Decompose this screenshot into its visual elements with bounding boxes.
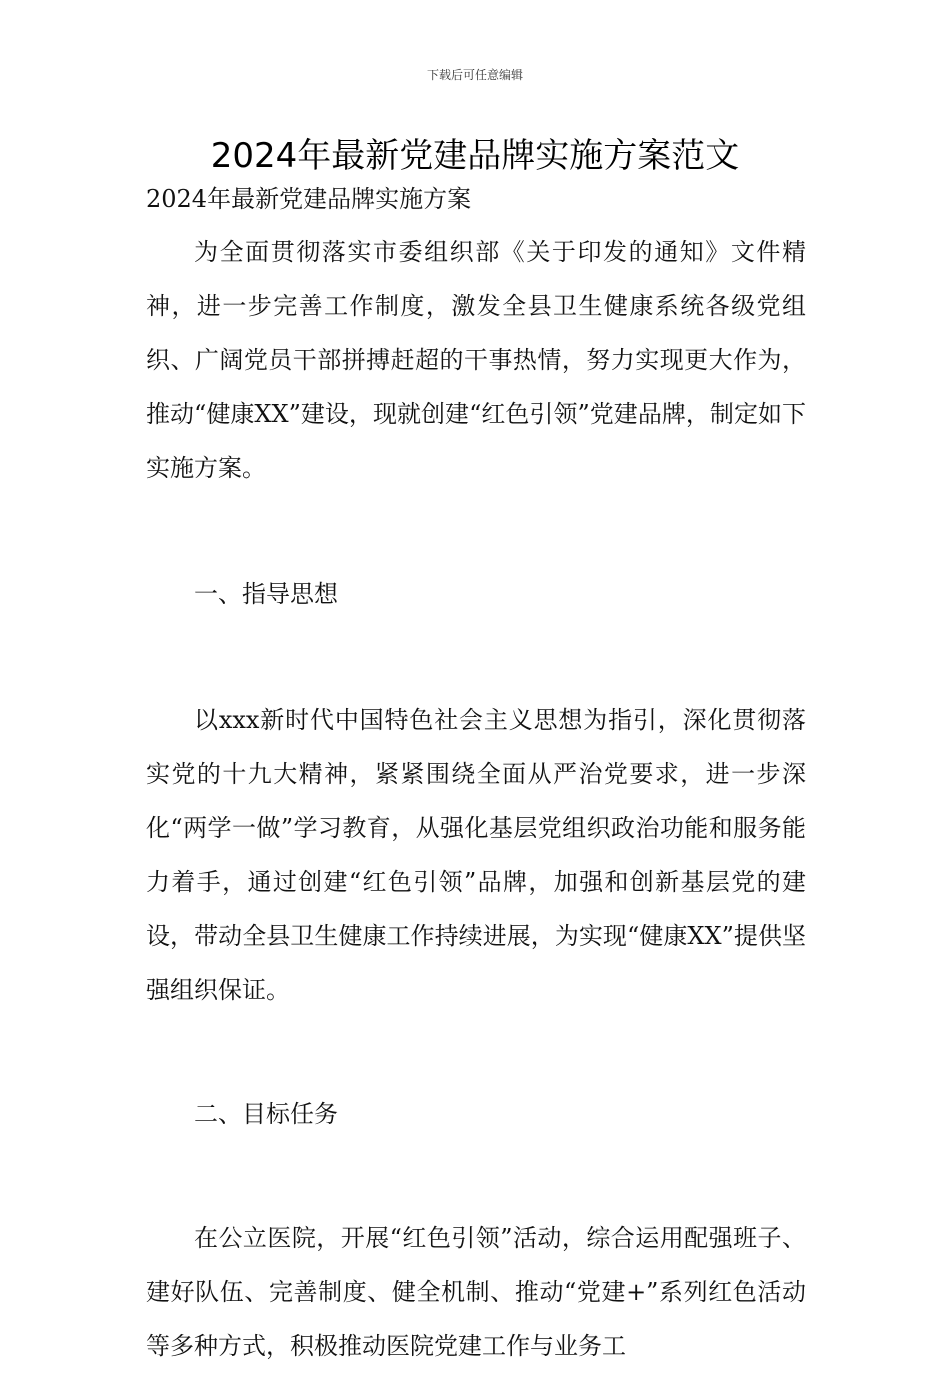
spacer	[146, 495, 806, 567]
spacer	[146, 1141, 806, 1211]
document-subtitle: 2024年最新党建品牌实施方案	[146, 185, 472, 213]
section-heading-goals-tasks: 二、目标任务	[194, 1100, 338, 1128]
spacer	[146, 1017, 806, 1087]
section-heading-guiding-ideology: 一、指导思想	[194, 580, 338, 608]
section-paragraph-guiding-ideology: 以xxx新时代中国特色社会主义思想为指引，深化贯彻落实党的十九大精神，紧紧围绕全面从严治党要求，进一步深化“两学一做”学习教育，从强化基层党组织政治功能和服务能力着手，通过创建“红色引领”品牌，加强和创新基层党的建设，带动全县卫生健康工作持续进展，为实现“健康XX”提供坚强组织保证。	[146, 706, 806, 1004]
document-body	[146, 225, 806, 1373]
document-title: 2024年最新党建品牌实施方案范文	[210, 136, 740, 176]
section-paragraph-goals-tasks: 在公立医院，开展“红色引领”活动，综合运用配强班子、建好队伍、完善制度、健全机制、推动“党建+”系列红色活动等多种方式，积极推动医院党建工作与业务工	[146, 1224, 806, 1360]
spacer	[146, 621, 806, 693]
header-note: 下载后可任意编辑	[426, 68, 523, 82]
intro-paragraph: 为全面贯彻落实市委组织部《关于印发的通知》文件精神，进一步完善工作制度，激发全县卫生健康系统各级党组织、广阔党员干部拼搏赶超的干事热情，努力实现更大作为，推动“健康XX”建设，现就创建“红色引领”党建品牌，制定如下实施方案。	[146, 238, 806, 482]
